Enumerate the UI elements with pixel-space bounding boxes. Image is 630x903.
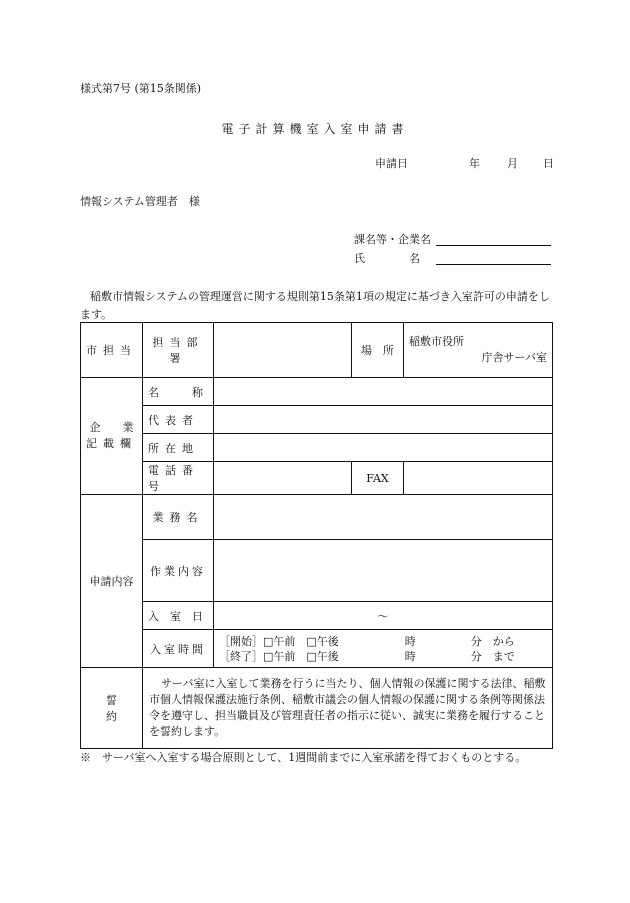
company-section-label: [81, 378, 143, 495]
company-signature-field[interactable]: [354, 231, 431, 247]
date-year: 年: [469, 157, 480, 170]
date-label: 申請日: [375, 157, 408, 170]
company-label-line2: 記載欄: [86, 437, 137, 450]
entry-time-label: 入室時間: [143, 630, 214, 668]
entry-date-input[interactable]: [214, 602, 553, 630]
name-signature-field[interactable]: [354, 250, 420, 266]
company-signature-label: 課名等・企業名: [354, 233, 431, 246]
phone-input[interactable]: [214, 462, 352, 495]
addressee: 情報システム管理者 様: [80, 195, 200, 208]
company-label-line1: 企 業: [89, 421, 134, 434]
place-value: [404, 323, 553, 378]
table-row: [81, 630, 553, 668]
table-row: [81, 540, 553, 602]
table-row: [81, 434, 553, 462]
application-form-table: [80, 322, 553, 749]
address-input[interactable]: [214, 434, 553, 462]
footnote: ※ サーバ室へ入室する場合原則として、1週間前までに入室承諾を得ておくものとする。: [80, 751, 527, 764]
representative-label: 代表者: [143, 406, 214, 434]
representative-input[interactable]: [214, 406, 553, 434]
table-row: [81, 602, 553, 630]
end-time-line[interactable]: ［終了］□午前 □午後 時 分 まで: [219, 649, 515, 663]
fax-label: FAX: [352, 462, 404, 495]
date-month: 月: [507, 157, 518, 170]
work-content-input[interactable]: [214, 540, 553, 602]
entry-date-label: 入 室 日: [143, 602, 214, 630]
form-number: 様式第7号 (第15条関係): [80, 82, 202, 95]
place-line2: 庁舎サーバ室: [481, 351, 547, 364]
application-section-label: 申請内容: [81, 495, 143, 668]
city-staff-label: 市担当: [81, 323, 143, 378]
entry-time-input[interactable]: [214, 630, 553, 668]
dept-input[interactable]: [214, 323, 352, 378]
date-day: 日: [543, 157, 554, 170]
place-line1: 稲敷市役所: [409, 335, 464, 348]
task-name-input[interactable]: [214, 495, 553, 540]
pledge-text: サーバ室に入室して業務を行うに当たり、個人情報の保護に関する法律、稲敷市個人情報保護法施行条例、稲敷市議会の個人情報の保護に関する条例等関係法令を遵守し、担当職員及び管理責任者の指示に従い、誠実に業務を履行することを誓約します。: [143, 668, 553, 749]
name-signature-line: [436, 250, 551, 265]
fax-input[interactable]: [404, 462, 553, 495]
address-label: 所在地: [143, 434, 214, 462]
place-label: 場 所: [352, 323, 404, 378]
name-signature-label: 氏 名: [354, 252, 420, 265]
pledge-label: 誓 約: [81, 668, 143, 749]
table-row: [81, 406, 553, 434]
table-row: [81, 462, 553, 495]
document-title: 電子計算機室入室申請書: [221, 122, 409, 136]
phone-label: 電話番号: [143, 462, 214, 495]
company-name-label: 名 称: [143, 378, 214, 406]
table-row: [81, 323, 553, 378]
table-row: [81, 668, 553, 749]
table-row: [81, 378, 553, 406]
intro-paragraph: 稲敷市情報システムの管理運営に関する規則第15条第1項の規定に基づき入室許可の申請をします。: [80, 290, 550, 321]
company-signature-line: [436, 231, 551, 246]
start-time-line[interactable]: ［開始］□午前 □午後 時 分 から: [219, 634, 515, 648]
table-row: [81, 495, 553, 540]
company-name-input[interactable]: [214, 378, 553, 406]
dept-label: 担当部署: [143, 323, 214, 378]
date-range-separator: ～: [377, 609, 389, 623]
work-content-label: 作業内容: [143, 540, 214, 602]
task-name-label: 業務名: [143, 495, 214, 540]
